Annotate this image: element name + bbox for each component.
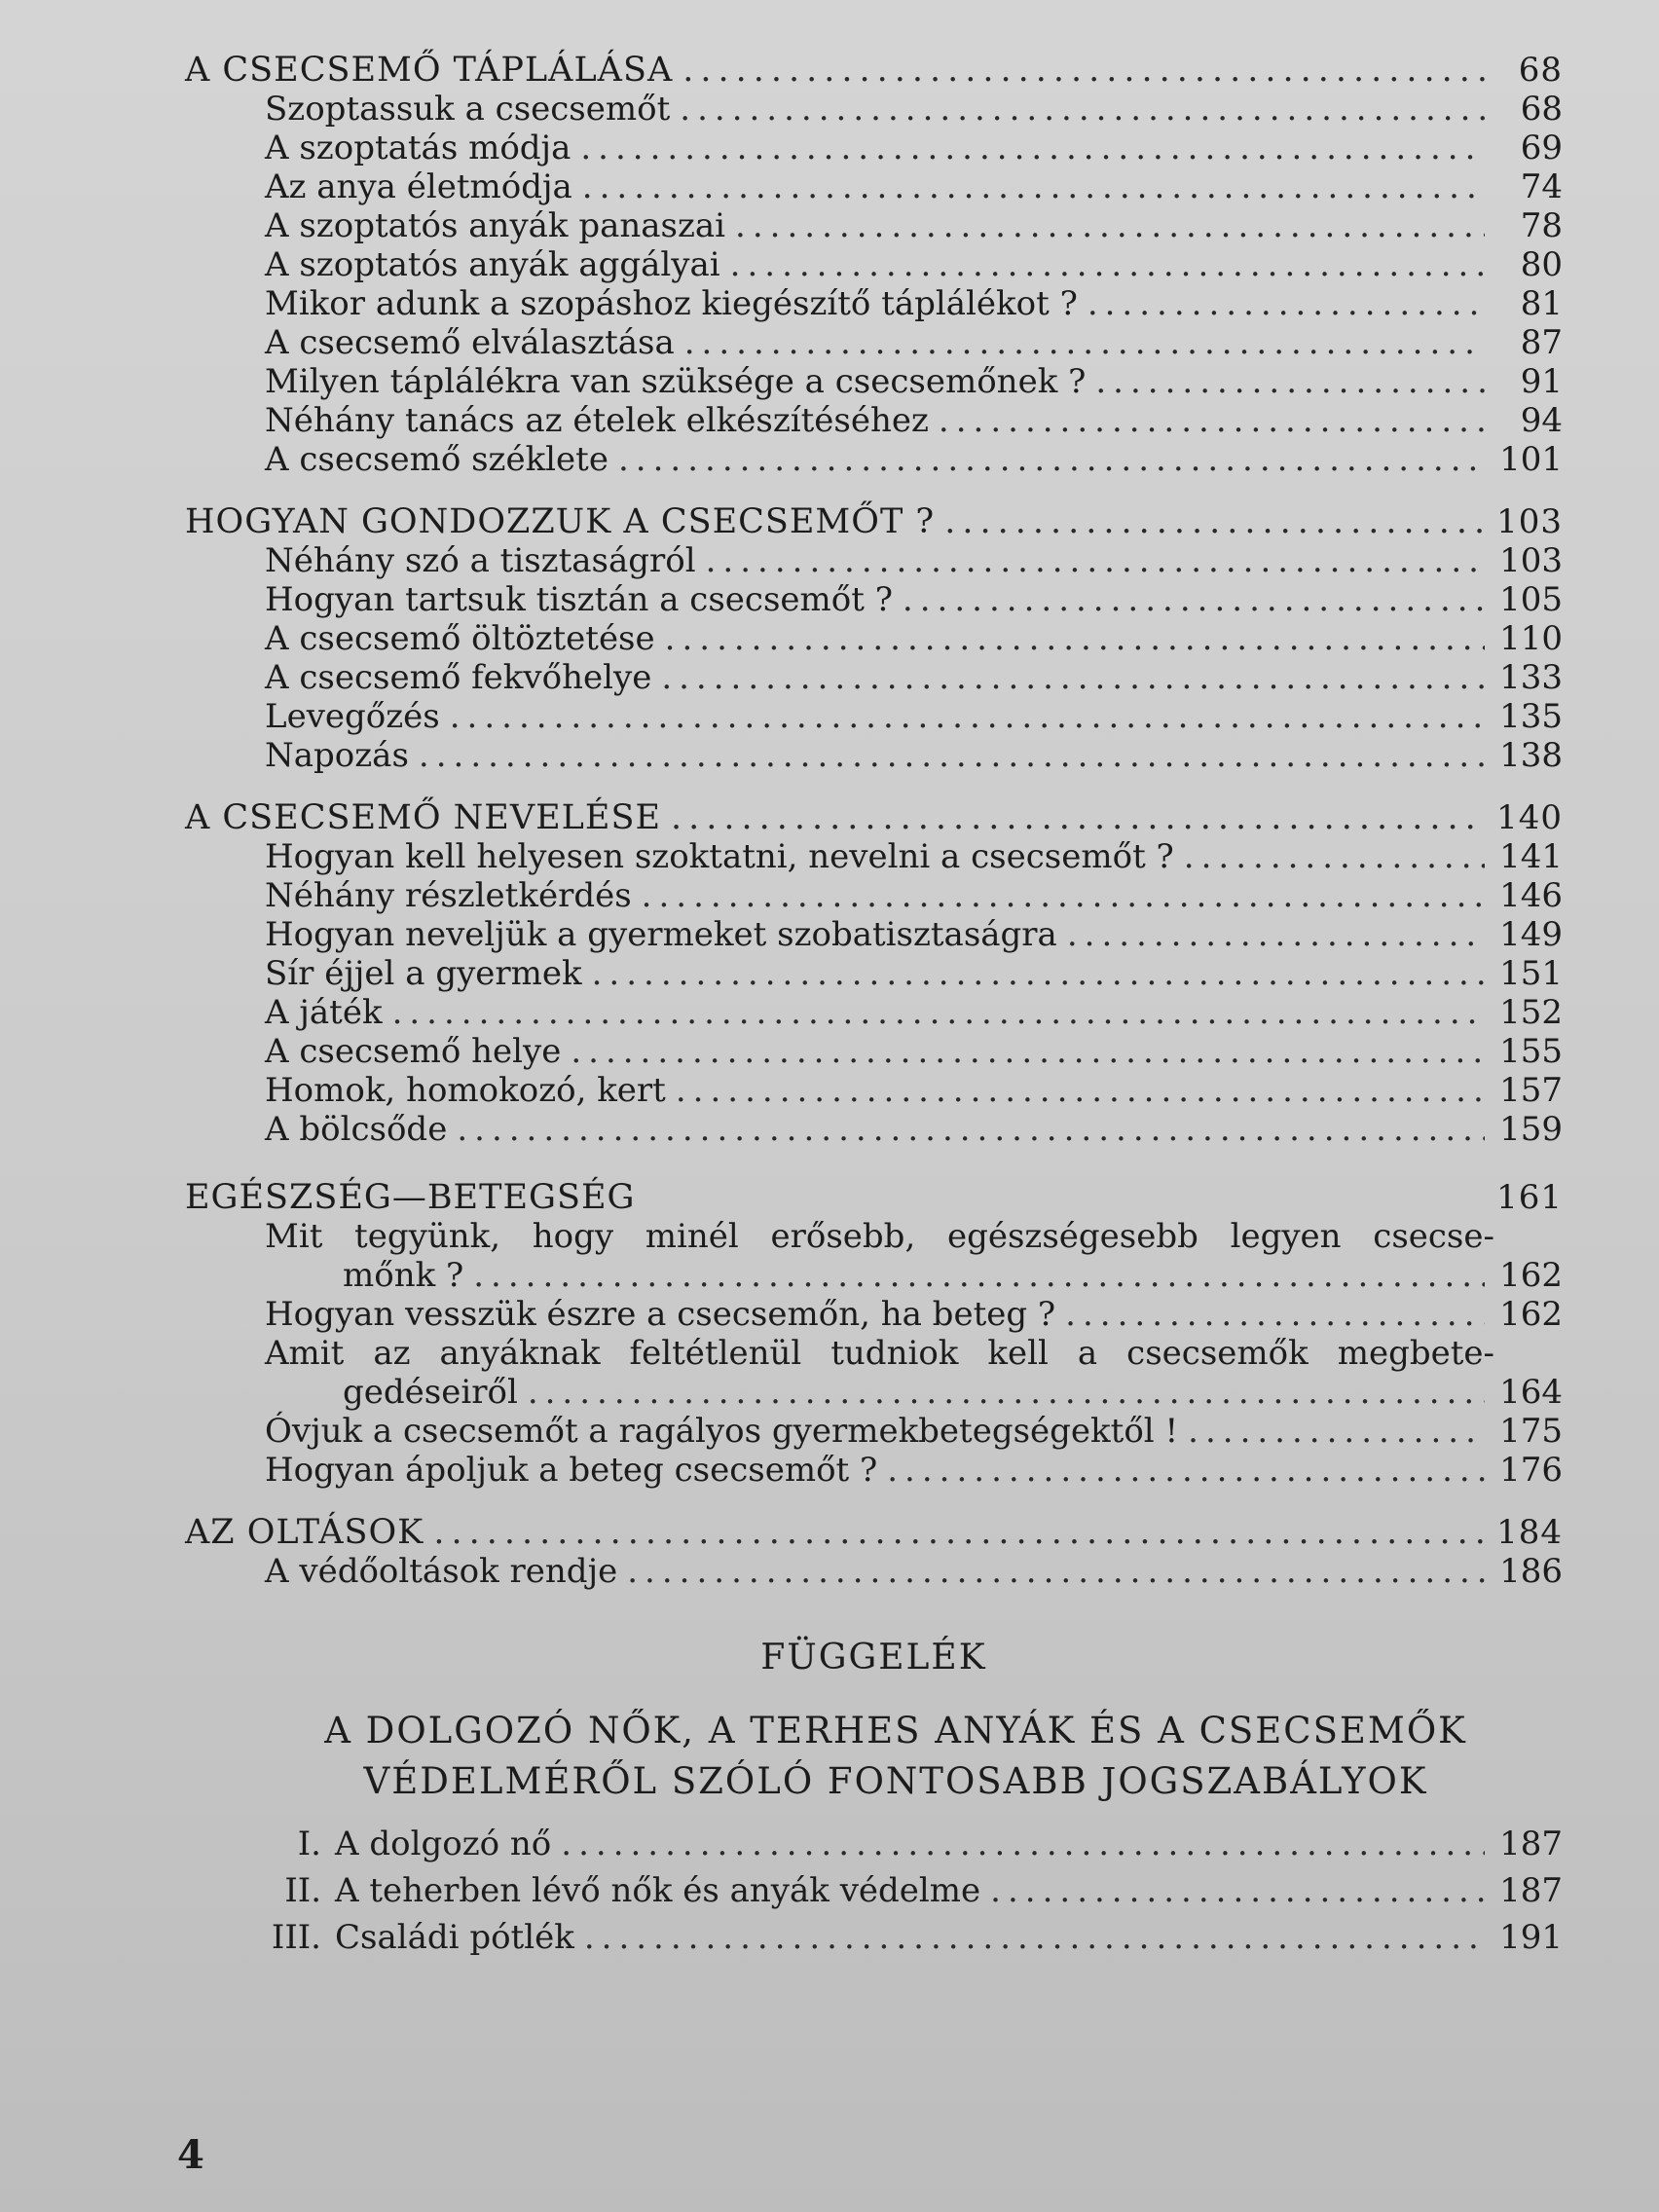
entry-page-number: 157 [1499,1071,1563,1110]
entry-page-number: 87 [1520,323,1563,362]
entry-title: Óvjuk a csecsemőt a ragályos gyermekbetegségektől ! [265,1412,1179,1451]
section-page-number: 161 [1496,1178,1563,1217]
dot-leader [419,736,1485,775]
entry-title: Hogyan ápoljuk a beteg csecsemőt ? [265,1451,878,1490]
toc-entry [185,1451,1563,1490]
entry-page-number: 162 [1499,1256,1563,1295]
appendix-law-list [259,1821,1563,1961]
entry-title-line2: gedéseiről [343,1373,518,1412]
dot-leader [473,1256,1485,1295]
entry-page-number: 146 [1499,876,1563,915]
toc-entry [185,284,1563,323]
entry-page-number: 191 [1499,1918,1563,1957]
section-title: AZ OLTÁSOK [185,1513,424,1552]
dot-leader [433,1513,1485,1552]
entry-title: A csecsemő helye [265,1032,562,1071]
entry-page-number: 138 [1499,736,1563,775]
entry-title: Néhány szó a tisztaságról [265,541,696,580]
entry-title: A csecsemő öltöztetése [265,619,655,658]
toc-section-care [185,502,1563,775]
toc-section-heading [185,1513,1563,1552]
toc-entry [185,993,1563,1032]
entry-title: Hogyan kell helyesen szoktatni, nevelni a csecsemőt ? [265,837,1174,876]
dot-leader [939,401,1485,440]
toc-section-health [185,1178,1563,1490]
entry-page-number: 74 [1520,167,1563,206]
dot-leader [457,1110,1485,1149]
toc-entry [185,1552,1563,1591]
toc-section-heading [185,502,1563,541]
toc-entry [185,697,1563,736]
entry-page-number: 68 [1520,90,1563,129]
entry-title: A csecsemő széklete [265,440,608,479]
dot-leader [706,541,1485,580]
entry-title: Levegőzés [265,697,440,736]
dot-leader [580,129,1485,167]
dot-leader [582,167,1485,206]
dot-leader [450,697,1485,736]
dot-leader [676,1071,1485,1110]
toc-entry [185,1071,1563,1110]
entry-page-number: 91 [1520,362,1563,401]
toc-section-upbringing [185,798,1563,1149]
entry-title-line1: Amit az anyáknak feltétlenül tudniok kell a csecsemők megbete- [265,1334,1494,1373]
entry-title: A csecsemő fekvőhelye [265,658,652,697]
roman-numeral: II. [284,1871,321,1910]
appendix-item-label: A dolgozó nő [335,1825,552,1863]
entry-page-number: 187 [1499,1871,1563,1910]
dot-leader [642,876,1485,915]
section-spacer [185,775,1563,798]
toc-entry [185,323,1563,362]
toc-entry [185,1032,1563,1071]
entry-title: Mikor adunk a szopáshoz kiegészítő táplálékot ? [265,284,1078,323]
entry-title: Az anya életmódja [265,167,572,206]
appendix-item [259,1914,1563,1961]
appendix-item [259,1867,1563,1914]
table-of-contents [185,51,1563,1957]
entry-page-number: 101 [1499,440,1563,479]
toc-entry [185,1110,1563,1149]
toc-entry [185,129,1563,167]
entry-title: Milyen táplálékra van szüksége a csecsemőnek ? [265,362,1087,401]
toc-entry [185,736,1563,775]
entry-title-line2: mőnk ? [343,1256,464,1295]
toc-entry [185,658,1563,697]
dot-leader [680,90,1485,129]
entry-page-number: 175 [1499,1412,1563,1451]
dot-leader [661,658,1485,697]
entry-title: Hogyan neveljük a gyermeket szobatisztaságra [265,915,1057,954]
toc-entry [185,245,1563,284]
toc-section-heading [185,51,1563,90]
entry-continuation [265,1373,1563,1412]
section-page-number: 103 [1496,502,1563,541]
section-spacer [185,1149,1563,1178]
folio-page-number: 4 [177,2132,204,2178]
toc-entry [185,440,1563,479]
dot-leader [392,993,1485,1032]
entry-page-number: 69 [1520,129,1563,167]
entry-page-number: 155 [1499,1032,1563,1071]
entry-title: A szoptatós anyák aggályai [265,245,720,284]
entry-title: A szoptatós anyák panaszai [265,206,726,245]
toc-entry [185,90,1563,129]
entry-page-number: 133 [1499,658,1563,697]
section-page-number: 140 [1496,798,1563,837]
roman-numeral: I. [297,1825,321,1863]
entry-page-number: 110 [1499,619,1563,658]
appendix-subtitle-line2: VÉDELMÉRŐL SZÓLÓ FONTOSABB JOGSZABÁLYOK [363,1760,1428,1802]
appendix-subtitle [263,1706,1529,1807]
entry-page-number: 176 [1499,1451,1563,1490]
appendix-item-label: Családi pótlék [335,1918,574,1957]
entry-page-number: 152 [1499,993,1563,1032]
dot-leader [1095,362,1485,401]
entry-page-number: 141 [1499,837,1563,876]
dot-leader [571,1032,1485,1071]
entry-page-number: 162 [1499,1295,1563,1334]
section-title: EGÉSZSÉG—BETEGSÉG [185,1178,636,1217]
dot-leader [682,51,1485,90]
entry-title-line1: Mit tegyünk, hogy minél erősebb, egészségesebb legyen csecse- [265,1217,1494,1256]
section-page-number: 184 [1496,1513,1563,1552]
entry-title: Sír éjjel a gyermek [265,954,582,993]
section-page-number: 68 [1518,51,1563,90]
toc-entry-wrapped [185,1334,1563,1412]
appendix-subtitle-line1: A DOLGOZÓ NŐK, A TERHES ANYÁK ÉS A CSECSEMŐK [324,1710,1467,1751]
toc-entry [185,541,1563,580]
entry-title: Hogyan tartsuk tisztán a csecsemőt ? [265,580,893,619]
toc-entry [185,954,1563,993]
dot-leader [684,323,1485,362]
entry-page-number: 105 [1499,580,1563,619]
entry-page-number: 187 [1499,1825,1563,1863]
appendix-item [259,1821,1563,1867]
toc-entry [185,1295,1563,1334]
entry-page-number: 151 [1499,954,1563,993]
entry-title: Homok, homokozó, kert [265,1071,666,1110]
toc-section-vaccinations [185,1513,1563,1591]
dot-leader [735,206,1485,245]
section-title: A CSECSEMŐ NEVELÉSE [185,798,661,837]
toc-entry [185,837,1563,876]
toc-section-feeding [185,51,1563,479]
section-spacer [185,1490,1563,1513]
appendix-item-title [259,1821,551,1867]
toc-entry [185,167,1563,206]
dot-leader [1088,284,1485,323]
entry-page-number: 164 [1499,1373,1563,1412]
entry-title: A bölcsőde [265,1110,448,1149]
entry-page-number: 135 [1499,697,1563,736]
appendix-item-title [259,1914,574,1961]
dot-leader [887,1451,1485,1490]
entry-title: Hogyan vesszük észre a csecsemőn, ha beteg ? [265,1295,1056,1334]
dot-leader [665,619,1485,658]
entry-title: Néhány tanács az ételek elkészítéséhez [265,401,929,440]
toc-entry [185,915,1563,954]
toc-entry [185,1412,1563,1451]
toc-entry [185,206,1563,245]
entry-page-number: 186 [1499,1552,1563,1591]
dot-leader [903,580,1485,619]
entry-page-number: 103 [1499,541,1563,580]
dot-leader [671,798,1485,837]
entry-page-number: 81 [1520,284,1563,323]
appendix-title: FÜGGELÉK [760,1638,987,1677]
dot-leader [584,1914,1485,1961]
toc-entry [185,401,1563,440]
dot-leader [1067,915,1485,954]
toc-entry [185,876,1563,915]
entry-title: Szoptassuk a csecsemőt [265,90,671,129]
dot-leader [627,1552,1485,1591]
entry-continuation [265,1256,1563,1295]
section-spacer [185,479,1563,502]
dot-leader [990,1867,1485,1914]
appendix-item-label: A teherben lévő nők és anyák védelme [335,1871,981,1910]
toc-section-heading [185,798,1563,837]
roman-numeral: III. [271,1918,321,1957]
dot-leader [561,1821,1485,1867]
appendix-item-title [259,1867,980,1914]
section-title: HOGYAN GONDOZZUK A CSECSEMŐT ? [185,502,936,541]
entry-title: Napozás [265,736,409,775]
entry-page-number: 159 [1499,1110,1563,1149]
toc-entry [185,580,1563,619]
dot-leader [618,440,1485,479]
entry-page-number: 78 [1520,206,1563,245]
entry-title: Néhány részletkérdés [265,876,632,915]
dot-leader [592,954,1485,993]
dot-leader [528,1373,1485,1412]
dot-leader [1065,1295,1485,1334]
dot-leader [944,502,1485,541]
toc-entry [185,362,1563,401]
entry-title: A védőoltások rendje [265,1552,618,1591]
entry-page-number: 94 [1520,401,1563,440]
toc-section-heading [185,1178,1563,1217]
dot-leader [1184,837,1485,876]
dot-leader [730,245,1485,284]
section-title: A CSECSEMŐ TÁPLÁLÁSA [185,51,674,90]
entry-title: A szoptatás módja [265,129,571,167]
entry-page-number: 80 [1520,245,1563,284]
toc-entry [185,619,1563,658]
entry-title: A játék [265,993,383,1032]
entry-page-number: 149 [1499,915,1563,954]
entry-title: A csecsemő elválasztása [265,323,675,362]
dot-leader [1188,1412,1485,1451]
toc-entry-wrapped [185,1217,1563,1295]
